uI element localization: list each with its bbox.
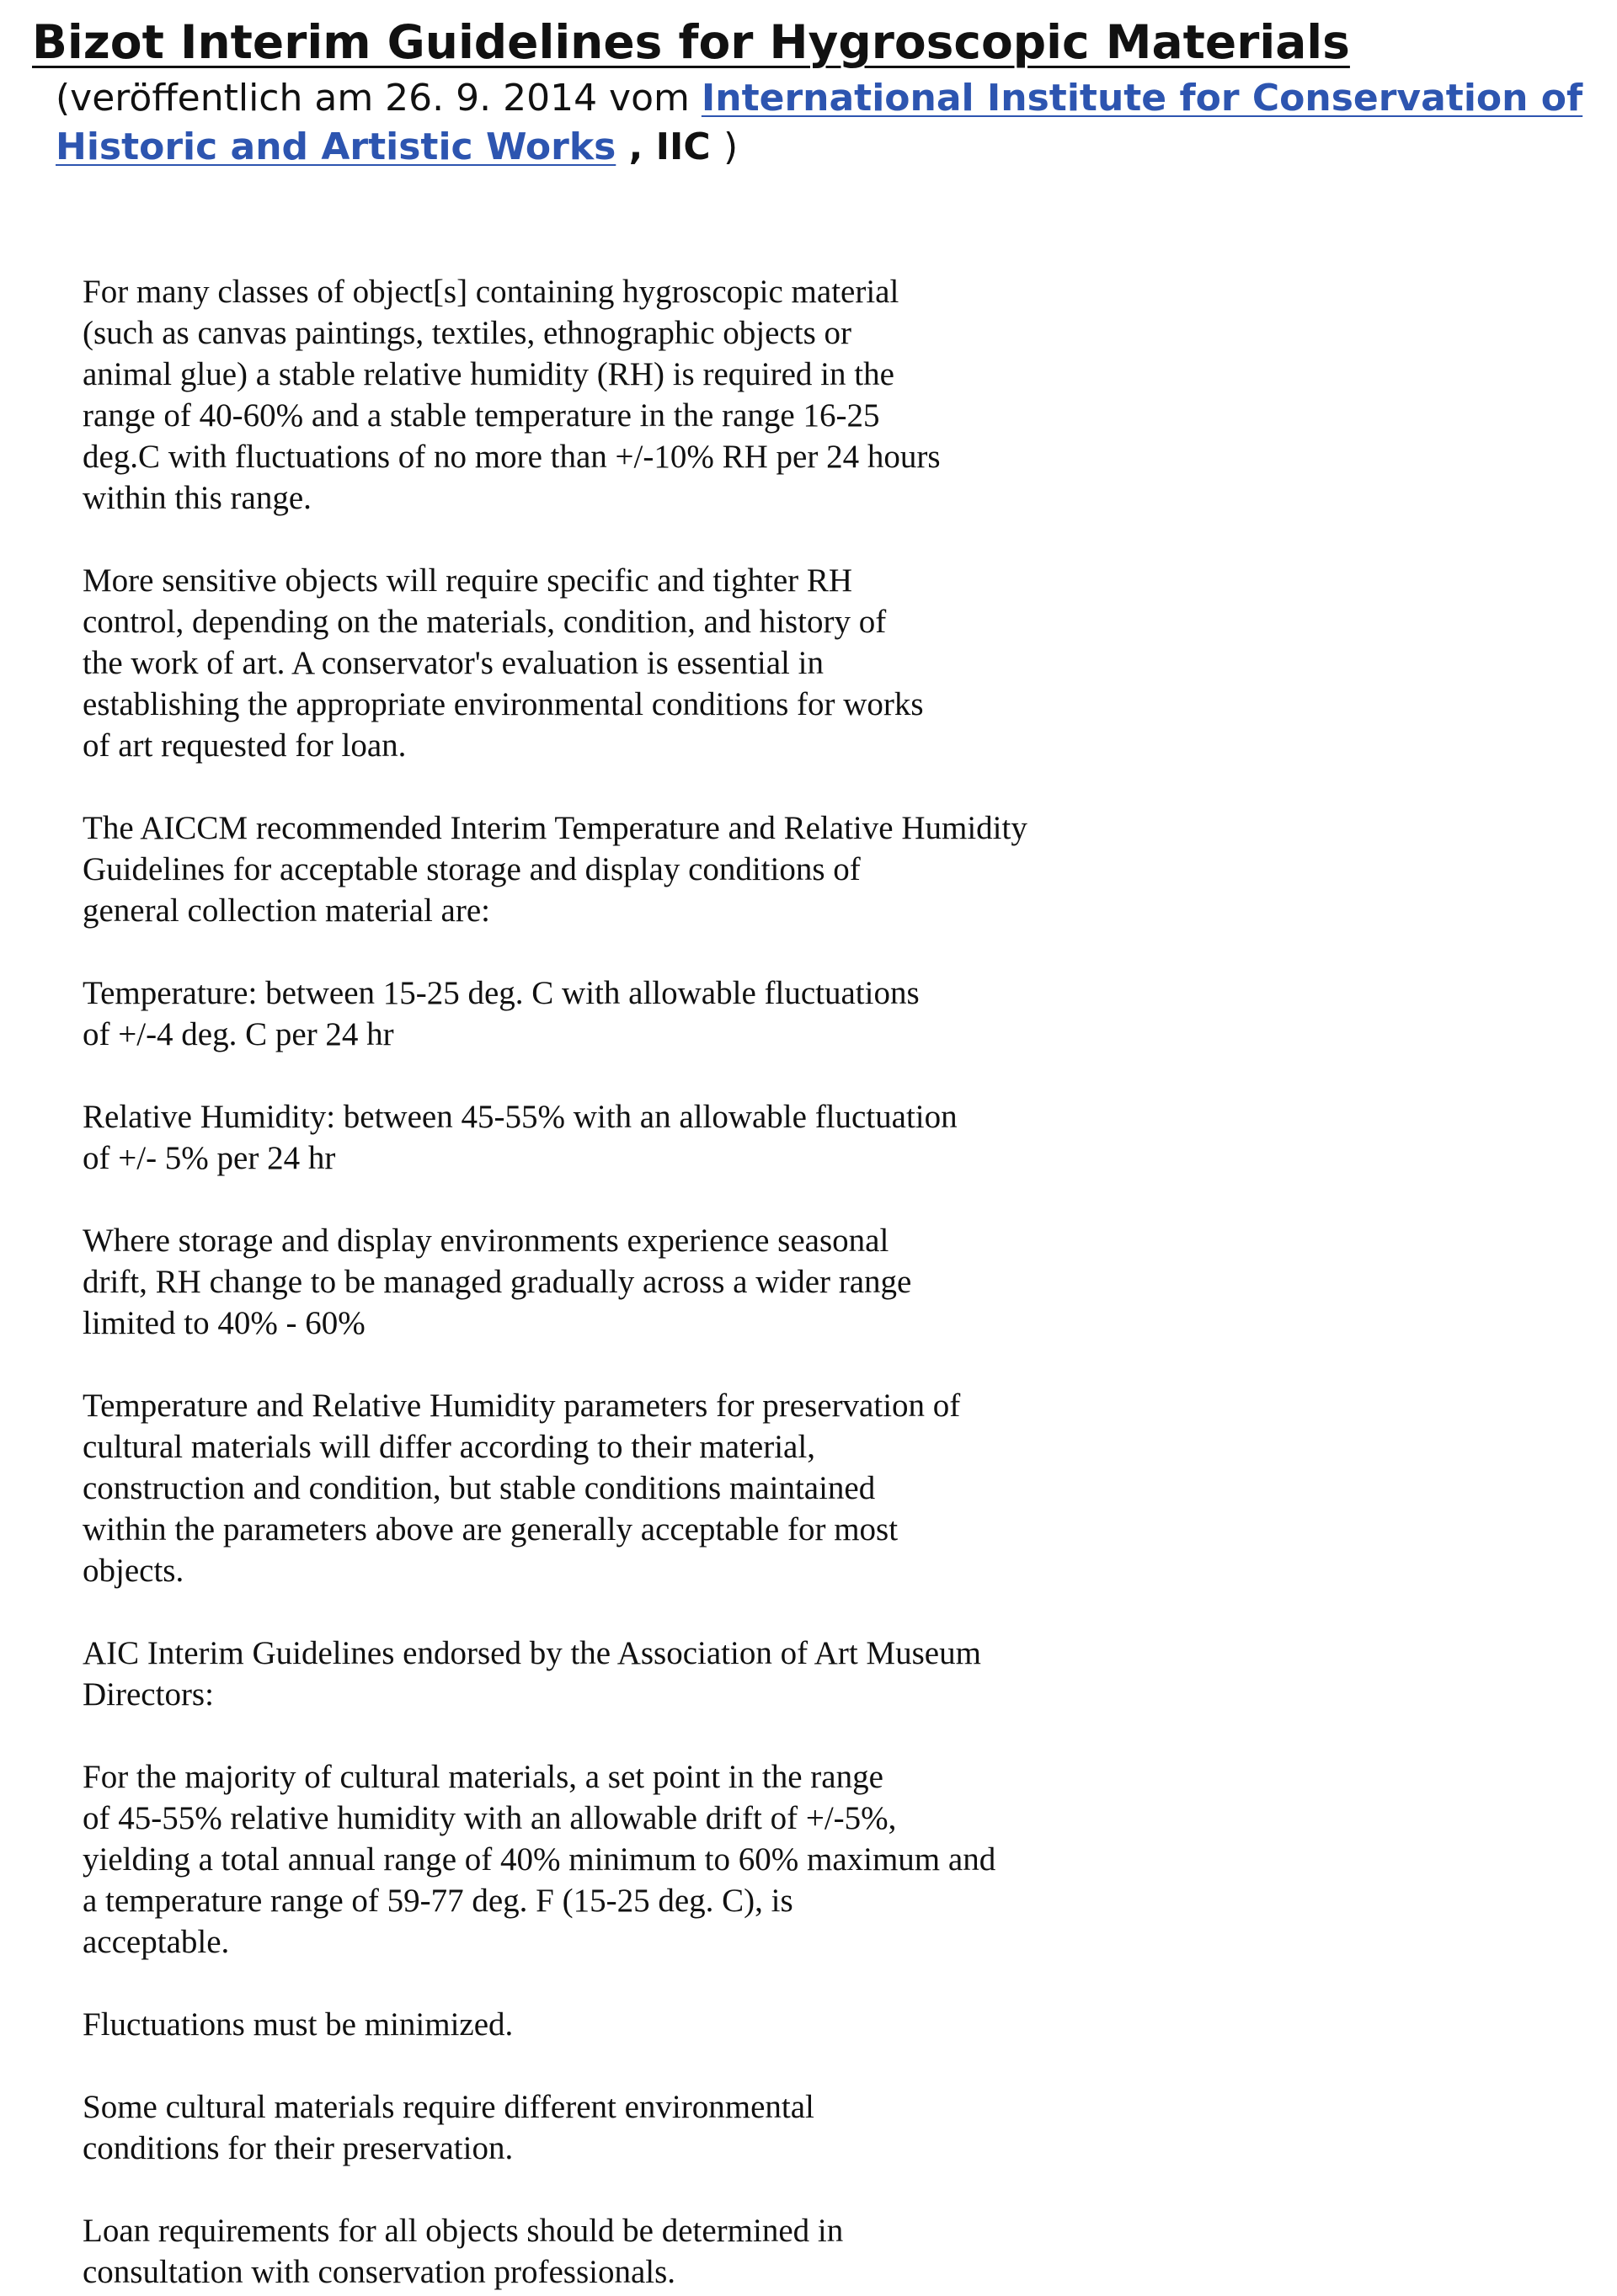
- closing-parenthesis: ): [723, 125, 739, 168]
- paragraph-seasonal-drift: Where storage and display environments experience seasonal drift, RH change to be managed gradually across a wider range limited to 40% - 60%: [83, 1223, 912, 1341]
- document-title: Bizot Interim Guidelines for Hygroscopic Materials: [32, 15, 1350, 69]
- publication-date-text: (veröffentlich am 26. 9. 2014 vom: [56, 77, 702, 120]
- publication-note: [56, 74, 1588, 172]
- paragraph-majority-materials: For the majority of cultural materials, a set point in the range of 45-55% relative humidity with an allowable drift of +/-5%, yielding a total annual range of 40% minimum to 60% maximum and a temperature range of 59-77 deg. F (15-25 deg. C), is acceptable.: [83, 1759, 996, 1960]
- paragraph-parameters: Temperature and Relative Humidity parameters for preservation of cultural materials will differ according to their material, construction and condition, but stable conditions maintained within the parameters above are generally acceptable for most objects.: [83, 1388, 961, 1589]
- paragraph-sensitive-objects: More sensitive objects will require specific and tighter RH control, depending on the materials, condition, and history of the work of art. A conservator's evaluation is essential in establishing the appropriate environmental conditions for works of art requested for loan.: [83, 562, 924, 764]
- paragraph-loan-requirements: Loan requirements for all objects should be determined in consultation with conservation professionals.: [83, 2213, 844, 2290]
- paragraph-temperature: Temperature: between 15-25 deg. C with allowable fluctuations of +/-4 deg. C per 24 hr: [83, 975, 920, 1052]
- paragraph-aic-intro: AIC Interim Guidelines endorsed by the Association of Art Museum Directors:: [83, 1635, 981, 1713]
- paragraph-hygroscopic-requirements: For many classes of object[s] containing hygroscopic material (such as canvas paintings, textiles, ethnographic objects or animal glue) a stable relative humidity (RH) is required in the range of 40-60% and a stable temperature in the range 16-25 deg.C with fluctuations of no more than +/-10% RH per 24 hours within this range.: [83, 274, 941, 516]
- organization-abbreviation: , IIC: [616, 125, 723, 168]
- paragraph-fluctuations: Fluctuations must be minimized.: [83, 2006, 514, 2043]
- paragraph-relative-humidity: Relative Humidity: between 45-55% with an allowable fluctuation of +/- 5% per 24 hr: [83, 1099, 958, 1176]
- guidelines-body: [83, 271, 1262, 2293]
- iic-organization-link[interactable]: International Institute for Conservation of Historic and Artistic Works: [56, 77, 1583, 168]
- paragraph-aiccm-intro: The AICCM recommended Interim Temperature and Relative Humidity Guidelines for acceptable storage and display conditions of general collection material are:: [83, 810, 1027, 929]
- paragraph-different-conditions: Some cultural materials require different environmental conditions for their preservation.: [83, 2089, 814, 2166]
